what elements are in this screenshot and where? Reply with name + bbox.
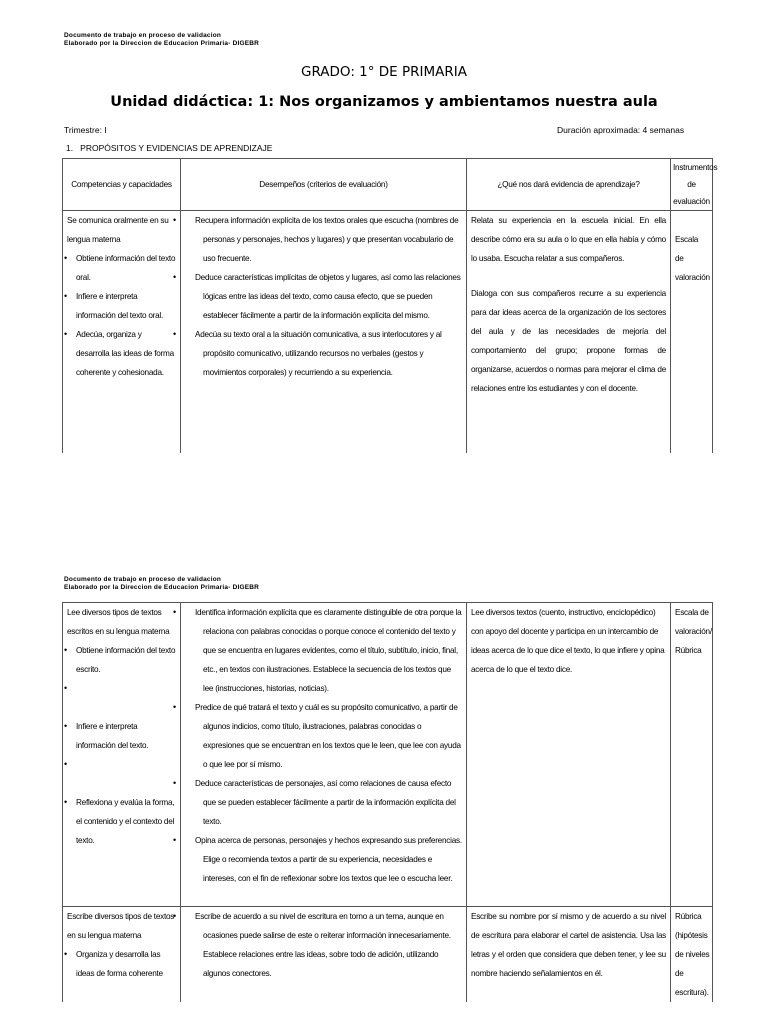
evidencia-paragraph: Escribe su nombre por sí mismo y de acuerdo a su nivel de escritura para elaborar el cartel de asistencia. Usa las letras y el orden que considera que deben tener, y lee su nombre haciendo señalamientos en él. xyxy=(471,912,666,978)
competencia-cell xyxy=(63,603,181,907)
list-item: • Infiere e interpreta información del texto oral. xyxy=(67,287,176,325)
capacidades-list xyxy=(67,249,176,382)
header-line-1: Documento de trabajo en proceso de validacion xyxy=(64,576,222,583)
list-item: • Obtiene información del texto escrito. xyxy=(67,641,176,679)
list-item: • Predice de qué tratará el texto y cuál es su propósito comunicativo, a partir de algunos indicios, como título, ilustraciones, palabras conocidas o expresiones que se encuentran en los textos que le leen, que lee con ayuda o que lee por sí mismo. xyxy=(185,698,462,774)
capacidades-list xyxy=(67,641,176,850)
header-competencias: Competencias y capacidades xyxy=(63,159,181,211)
page-2 xyxy=(0,570,768,1024)
desempenos-list xyxy=(185,603,462,888)
list-item: • Deduce características implícitas de objetos y lugares, así como las relaciones lógicas entre las ideas del texto, como causa efecto, que se pueden establecer fácilmente a partir de la información explícita del mismo. xyxy=(185,268,462,325)
desempenos-cell xyxy=(181,211,467,453)
evidencia-cell xyxy=(467,907,671,1003)
list-item: • Deduce características de personajes, así como relaciones de causa efecto que se pueden establecer fácilmente a partir de la información explícita del texto. xyxy=(185,774,462,831)
section-heading: 1. PROPÓSITOS Y EVIDENCIAS DE APRENDIZAJE xyxy=(66,143,273,153)
list-item: • Reflexiona y evalúa la forma, el contenido y el contexto del texto. xyxy=(67,793,176,850)
header-instrumento: Instrumentos de evaluación xyxy=(671,159,713,211)
list-item: • Identifica información explícita que es claramente distinguible de otra porque la relaciona con palabras conocidas o porque conoce el contenido del texto y que se encuentra en lugares evidentes, como el título, subtítulo, inicio, final, etc., en textos con ilustraciones. Establece la secuencia de los textos que lee (instrucciones, historias, noticias). xyxy=(185,603,462,698)
list-item: • Opina acerca de personas, personajes y hechos expresando sus preferencias. Elige o recomienda textos a partir de su experiencia, necesidades e intereses, con el fin de reflexionar sobre los textos que lee o escucha leer. xyxy=(185,831,462,888)
evidencia-paragraph: Dialoga con sus compañeros recurre a su experiencia para dar ideas acerca de la organización de los sectores del aula y de las necesidades de mejoría del comportamiento del grupo; propone formas de organizarse, acuerdos o normas para mejorar el clima de relaciones entre los estudiantes y con el docente. xyxy=(471,289,666,393)
evidence-table-page-1 xyxy=(62,158,718,453)
list-item: • Escribe de acuerdo a su nivel de escritura en torno a un tema, aunque en ocasiones puede salirse de este o reiterar información innecesariamente. Establece relaciones entre las ideas, sobre todo de adición, utilizando algunos conectores. xyxy=(185,907,462,983)
list-item: • Adecúa su texto oral a la situación comunicativa, a sus interlocutores y al propósito comunicativo, utilizando recursos no verbales (gestos y movimientos corporales) y recurriendo a su experiencia. xyxy=(185,325,462,382)
instrumento-cell: Escala de valoración xyxy=(671,211,713,453)
competencia-escribe: Escribe diversos tipos de textos en su lengua materna xyxy=(67,912,175,940)
competencia-lee: Lee diversos tipos de textos escritos en su lengua materna xyxy=(67,608,170,636)
competencia-cell xyxy=(63,907,181,1003)
desempenos-list xyxy=(185,211,462,382)
list-item: • Infiere e interpreta información del texto. xyxy=(67,717,176,755)
duration-label: Duración aproximada: 4 semanas xyxy=(557,125,685,135)
table-row xyxy=(63,603,713,907)
header-line-2: Elaborado por la Direccion de Educacion Primaria- DIGEBR xyxy=(64,40,260,47)
doc-header xyxy=(64,32,259,48)
instrumento-cell: Rúbrica (hipótesis de niveles de escritura). xyxy=(671,907,713,1003)
evidencia-cell xyxy=(467,603,671,907)
header-evidencia: ¿Qué nos dará evidencia de aprendizaje? xyxy=(467,159,671,211)
table-row xyxy=(63,907,713,1003)
desempenos-cell xyxy=(181,907,467,1003)
doc-header xyxy=(64,576,259,592)
table-row xyxy=(63,211,713,453)
trimester-label: Trimestre: I xyxy=(64,125,107,135)
header-desempenos: Desempeños (criterios de evaluación) xyxy=(181,159,467,211)
table-header-row xyxy=(63,159,713,211)
evidence-table-page-2 xyxy=(62,602,713,1002)
list-item: • Obtiene información del texto oral. xyxy=(67,249,176,287)
header-line-1: Documento de trabajo en proceso de validacion xyxy=(64,32,222,39)
capacidades-list xyxy=(67,945,176,983)
evidencia-cell xyxy=(467,211,671,453)
desempenos-list xyxy=(185,907,462,983)
unit-title: Unidad didáctica: 1: Nos organizamos y ambientamos nuestra aula xyxy=(110,94,658,110)
evidencia-paragraph: Relata su experiencia en la escuela inicial. En ella describe cómo era su aula o lo que en ella había y cómo lo usaba. Escucha relatar a sus compañeros. xyxy=(471,216,666,263)
header-line-2: Elaborado por la Direccion de Educacion Primaria- DIGEBR xyxy=(64,584,260,591)
competencia-cell xyxy=(63,211,181,453)
grade-title: GRADO: 1° DE PRIMARIA xyxy=(301,64,467,80)
desempenos-cell xyxy=(181,603,467,907)
list-item: • Recupera información explícita de los textos orales que escucha (nombres de personas y personajes, hechos y lugares) y que presentan vocabulario de uso frecuente. xyxy=(185,211,462,268)
list-item: • Organiza y desarrolla las ideas de forma coherente xyxy=(67,945,176,983)
list-item: • Adecúa, organiza y desarrolla las ideas de forma coherente y cohesionada. xyxy=(67,325,176,382)
competencia-oral: Se comunica oralmente en su lengua materna xyxy=(67,216,169,244)
instrumento-cell: Escala de valoración/ Rúbrica xyxy=(671,603,713,907)
evidencia-paragraph: Lee diversos textos (cuento, instructivo, enciclopédico) con apoyo del docente y participa en un intercambio de ideas acerca de lo que dice el texto, lo que infiere y opina acerca de lo que el texto dice. xyxy=(471,608,665,674)
